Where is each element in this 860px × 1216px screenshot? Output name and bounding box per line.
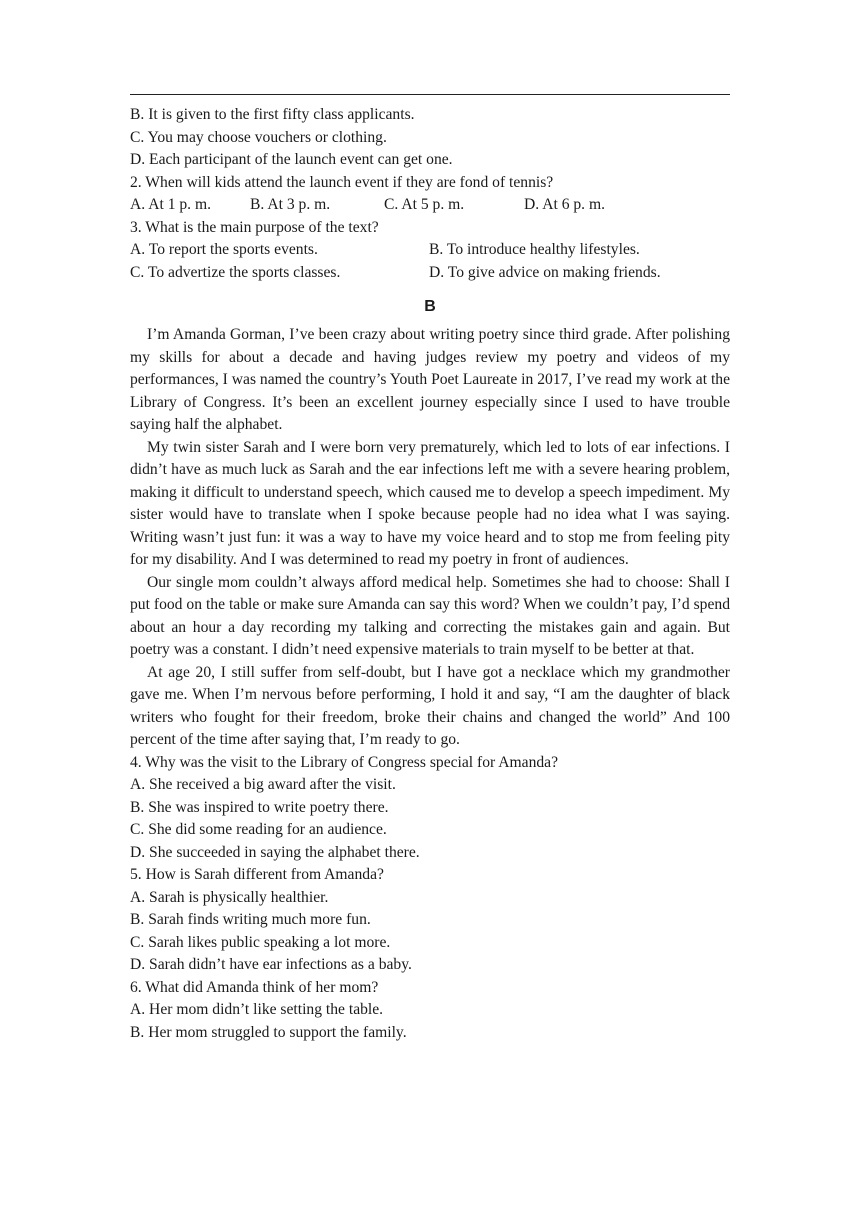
q1-option-c: C. You may choose vouchers or clothing. bbox=[130, 128, 387, 146]
q5-option-a: A. Sarah is physically healthier. bbox=[130, 888, 329, 906]
header-rule bbox=[130, 94, 730, 95]
q4-option-b: B. She was inspired to write poetry there. bbox=[130, 798, 389, 816]
q4-option-d: D. She succeeded in saying the alphabet there. bbox=[130, 843, 420, 861]
section-b-title: B bbox=[424, 298, 436, 315]
q6-question: 6. What did Amanda think of her mom? bbox=[130, 978, 379, 996]
q2-question: 2. When will kids attend the launch event if they are fond of tennis? bbox=[130, 173, 554, 191]
q4-question: 4. Why was the visit to the Library of Congress special for Amanda? bbox=[130, 753, 559, 771]
q3-options-row-1 bbox=[130, 239, 730, 262]
q4-option-c: C. She did some reading for an audience. bbox=[130, 821, 387, 838]
q2-option-c: C. At 5 p. m. bbox=[384, 196, 465, 213]
q5-option-c: C. Sarah likes public speaking a lot more. bbox=[130, 933, 391, 951]
q3-option-a: A. To report the sports events. bbox=[130, 241, 318, 258]
q3-options-row-2 bbox=[130, 262, 730, 285]
q5-option-d: D. Sarah didn’t have ear infections as a baby. bbox=[130, 956, 412, 973]
q1-option-d: D. Each participant of the launch event can get one. bbox=[130, 151, 453, 168]
q3-question: 3. What is the main purpose of the text? bbox=[130, 218, 379, 236]
q2-options bbox=[130, 194, 730, 217]
passage-paragraph-4: At age 20, I still suffer from self-doubt, but I have got a necklace which my grandmother gave me. When I’m nervous before performing, I hold it and say, “I am the daughter of black writers who fought for their freedom, broke their chains and changed the world” And 100 percent of the time after saying that, I’m ready to go. bbox=[130, 663, 730, 748]
q2-option-a: A. At 1 p. m. bbox=[130, 196, 212, 213]
q2-option-d: D. At 6 p. m. bbox=[524, 196, 606, 213]
document-body bbox=[130, 104, 730, 1044]
q5-option-b: B. Sarah finds writing much more fun. bbox=[130, 911, 371, 928]
q6-option-a: A. Her mom didn’t like setting the table. bbox=[130, 1001, 384, 1018]
q3-option-b: B. To introduce healthy lifestyles. bbox=[429, 241, 640, 258]
q2-option-b: B. At 3 p. m. bbox=[250, 196, 331, 213]
passage-paragraph-1: I’m Amanda Gorman, I’ve been crazy about writing poetry since third grade. After polishing my skills for about a decade and having judges review my poetry and videos of my performances, I was named the country’s Youth Poet Laureate in 2017, I’ve read my work at the Library of Congress. It’s been an excellent journey especially since I used to have trouble saying half the alphabet. bbox=[130, 326, 730, 433]
q6-option-b: B. Her mom struggled to support the family. bbox=[130, 1023, 407, 1041]
q3-option-c: C. To advertize the sports classes. bbox=[130, 263, 341, 281]
q5-question: 5. How is Sarah different from Amanda? bbox=[130, 866, 384, 883]
passage-paragraph-3: Our single mom couldn’t always afford medical help. Sometimes she had to choose: Shall I put food on the table or make sure Amanda can say this word? When we couldn’t pay, I’d spend about an hour a day recording my talking and correcting the mistakes gain and again. But poetry was a constant. I didn’t need expensive materials to train myself to be better at that. bbox=[130, 573, 730, 658]
passage-paragraph-2: My twin sister Sarah and I were born very prematurely, which led to lots of ear infections. I didn’t have as much luck as Sarah and the ear infections left me with a severe hearing problem, making it difficult to understand speech, which caused me to develop a speech impediment. My sister would have to translate when I spoke because people had no idea what I was saying. Writing wasn’t just fun: it was a way to have my voice heard and to stop me from feeling pity for my disability. And I was determined to read my poetry in front of audiences. bbox=[130, 438, 730, 568]
q3-option-d: D. To give advice on making friends. bbox=[429, 263, 661, 281]
q4-option-a: A. She received a big award after the visit. bbox=[130, 776, 396, 793]
q1-option-b: B. It is given to the first fifty class applicants. bbox=[130, 106, 415, 123]
